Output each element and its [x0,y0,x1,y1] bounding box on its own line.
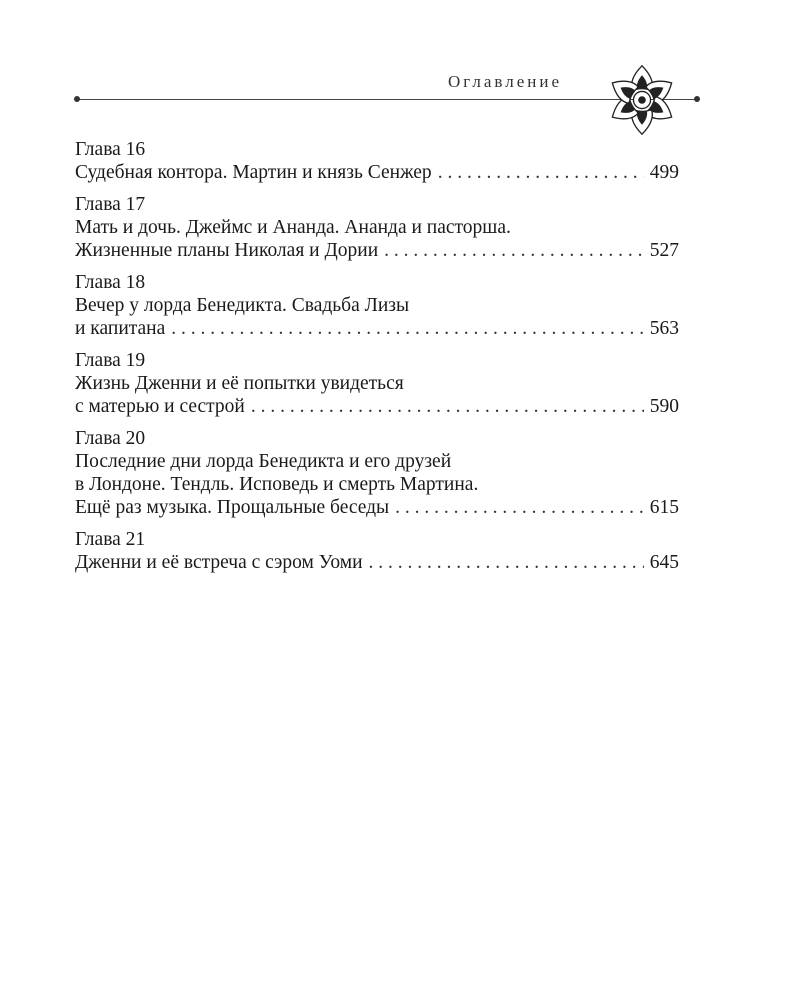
chapter-title: и капитана [75,318,166,339]
page-number: 590 [649,396,679,417]
dot-leader [395,496,644,519]
dot-leader [384,239,644,262]
chapter-label: Глава 20 [75,428,146,449]
chapter-title-line: Вечер у лорда Бенедикта. Свадьба Лизы [75,295,410,316]
chapter-title: Дженни и её встреча с сэром Уоми [75,552,363,573]
toc-line [75,317,679,340]
page-number: 499 [649,162,679,183]
chapter-label: Глава 21 [75,529,146,550]
toc-entry[interactable] [75,427,679,519]
chapter-title-line: Последние дни лорда Бенедикта и его друзей [75,451,452,472]
page-number: 615 [649,497,679,518]
chapter-label: Глава 17 [75,194,146,215]
page-number: 527 [649,240,679,261]
chapter-label: Глава 18 [75,272,146,293]
flower-ornament-icon [604,62,680,138]
toc-entry[interactable] [75,193,679,262]
toc-entry[interactable] [75,528,679,574]
dot-leader [438,161,644,184]
page-number: 563 [649,318,679,339]
dot-leader [251,395,644,418]
header-title: Оглавление [448,72,562,91]
toc-entry[interactable] [75,138,679,184]
chapter-label: Глава 16 [75,139,146,160]
chapter-title: с матерью и сестрой [75,396,245,417]
chapter-title-line: Мать и дочь. Джеймс и Ананда. Ананда и пасторша. [75,217,511,238]
toc-line [75,496,679,519]
chapter-title-line: Жизнь Дженни и её попытки увидеться [75,373,404,394]
toc-line [75,239,679,262]
rule-end-dot-right [694,96,700,102]
chapter-title: Судебная контора. Мартин и князь Сенжер [75,162,432,183]
chapter-title: Жизненные планы Николая и Дории [75,240,379,261]
toc-line [75,161,679,184]
chapter-title: Ещё раз музыка. Прощальные беседы [75,497,390,518]
toc-line [75,551,679,574]
toc-line [75,395,679,418]
dot-leader [369,551,644,574]
chapter-label: Глава 19 [75,350,146,371]
dot-leader [171,317,643,340]
toc-entry[interactable] [75,349,679,418]
table-of-contents [75,138,679,583]
chapter-title-line: в Лондоне. Тендль. Исповедь и смерть Мартина. [75,474,479,495]
page-number: 645 [649,552,679,573]
toc-entry[interactable] [75,271,679,340]
rule-end-dot-left [74,96,80,102]
